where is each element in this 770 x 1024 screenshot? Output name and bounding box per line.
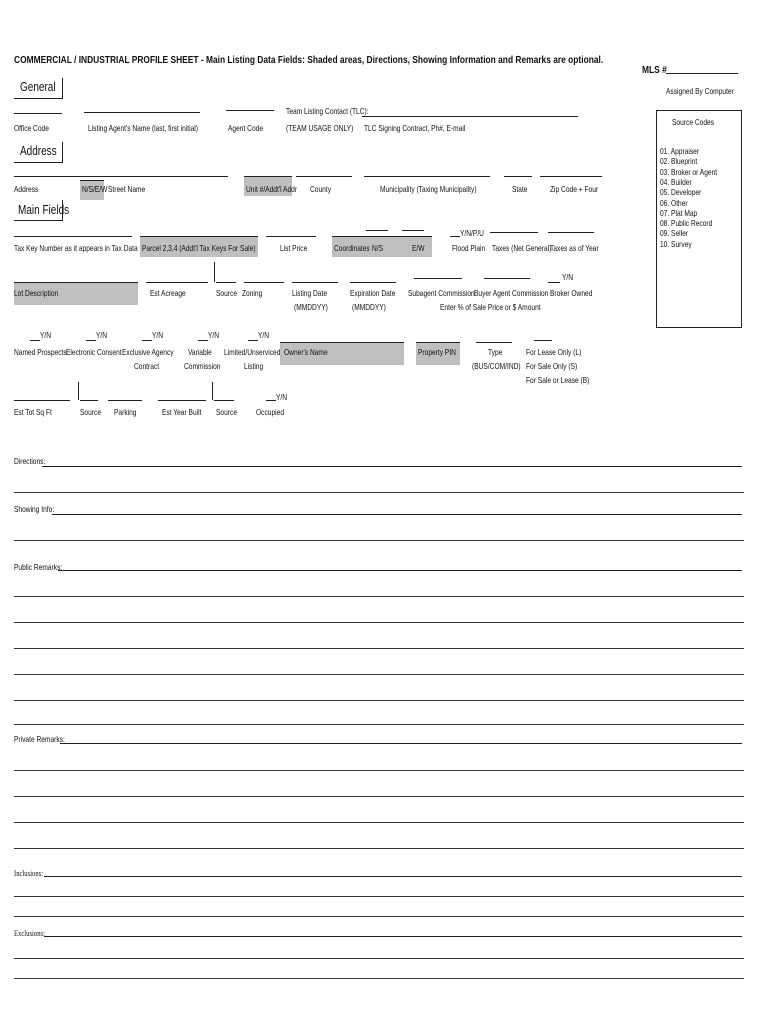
private-remarks-line-5[interactable] (14, 848, 744, 849)
exclusions-line-3[interactable] (14, 978, 744, 979)
expiration-date-field[interactable] (350, 282, 396, 283)
address-field[interactable] (14, 176, 228, 177)
limited-listing-label: Listing (244, 361, 264, 371)
year-source-label: Source (216, 407, 238, 417)
unit-label: Unit #/Addt'l Addr (246, 184, 298, 194)
assigned-by-note: Assigned By Computer (666, 86, 734, 96)
for-sale-label: For Sale Only (S) (526, 361, 578, 371)
acreage-source-label: Source (216, 288, 238, 298)
exclusions-line-2[interactable] (14, 958, 744, 959)
subagent-commission-field[interactable] (414, 278, 462, 279)
public-remarks-line-7[interactable] (14, 724, 744, 725)
broker-owned-field[interactable] (548, 282, 560, 283)
public-remarks-line-2[interactable] (14, 596, 744, 597)
expiration-date-label: Expiration Date (350, 288, 396, 298)
exclusions-label: Exclusions: (14, 928, 45, 938)
exclusive-agency-yn: Y/N (152, 330, 164, 340)
parcel-label: Parcel 2,3,4 (Addt'l Tax Keys For Sale) (142, 243, 256, 253)
tax-key-label: Tax Key Number as it appears in Tax Data (14, 243, 138, 253)
limited-label: Limited/Unserviced (224, 347, 281, 357)
form-title: COMMERCIAL / INDUSTRIAL PROFILE SHEET - Main Listing Data Fields: Shaded areas, Directions, Showing Information and Remarks are optional. (14, 54, 604, 66)
nsew-label: N/S/E/W (82, 184, 108, 194)
est-acreage-field[interactable] (146, 282, 208, 283)
parking-label: Parking (114, 407, 137, 417)
ew-field[interactable] (402, 230, 424, 231)
ns-label: N/S (372, 243, 384, 253)
taxes-label: Taxes (Net General) (492, 243, 552, 253)
list-price-label: List Price (280, 243, 308, 253)
municipality-label: Municipality (Taxing Municipality) (380, 184, 477, 194)
subagent-commission-label: Subagent Commission (408, 288, 475, 298)
showing-info-label: Showing Info: (14, 504, 55, 514)
exclusive-agency-contract: Contract (134, 361, 160, 371)
taxes-field[interactable] (490, 232, 538, 233)
showing-info-line-1[interactable] (52, 514, 742, 515)
source-divider (214, 262, 215, 282)
private-remarks-line-2[interactable] (14, 770, 744, 771)
tax-key-field[interactable] (14, 236, 132, 237)
directions-line-1[interactable] (42, 466, 742, 467)
broker-owned-label: Broker Owned (550, 288, 593, 298)
named-prospects-field[interactable] (30, 340, 40, 341)
source-code-item: 01. Appraiser (660, 146, 700, 156)
variable-label: Variable (188, 347, 212, 357)
exclusive-agency-field[interactable] (142, 340, 152, 341)
list-price-field[interactable] (266, 236, 316, 237)
source-code-item: 08. Public Record (660, 218, 713, 229)
est-year-built-label: Est Year Built (162, 407, 202, 417)
directions-line-2[interactable] (14, 492, 744, 493)
section-general: General (20, 80, 56, 94)
listing-date-format: (MMDDYY) (294, 302, 328, 312)
directions-label: Directions: (14, 456, 46, 466)
taxes-year-field[interactable] (548, 232, 594, 233)
ns-field[interactable] (366, 230, 388, 231)
limited-listing-field[interactable] (248, 340, 258, 341)
zoning-field[interactable] (244, 282, 284, 283)
zoning-label: Zoning (242, 288, 263, 298)
private-remarks-line-3[interactable] (14, 796, 744, 797)
agent-name-field[interactable] (84, 112, 200, 113)
public-remarks-label: Public Remarks: (14, 562, 63, 572)
variable-commission-yn: Y/N (208, 330, 220, 340)
listing-date-label: Listing Date (292, 288, 328, 298)
private-remarks-line-4[interactable] (14, 822, 744, 823)
occupied-yn: Y/N (276, 392, 288, 402)
private-remarks-line-1[interactable] (60, 743, 742, 744)
ew-label: E/W (412, 243, 425, 253)
private-remarks-label: Private Remarks: (14, 734, 65, 744)
listing-date-field[interactable] (292, 282, 338, 283)
county-field[interactable] (296, 176, 352, 177)
source-codes-title: Source Codes (672, 117, 715, 127)
buyer-agent-commission-field[interactable] (484, 278, 530, 279)
electronic-consent-field[interactable] (86, 340, 96, 341)
parking-field[interactable] (108, 400, 142, 401)
tlc-label: Team Listing Contact (TLC): (286, 106, 369, 116)
acreage-source-field[interactable] (216, 282, 236, 283)
sqft-source-label: Source (80, 407, 102, 417)
electronic-consent-label: Electronic Consent (66, 347, 122, 357)
type-format: (BUS/COM/IND) (472, 361, 521, 371)
flood-plain-label: Flood Plain (452, 243, 486, 253)
tlc-usage-label: (TEAM USAGE ONLY) (286, 123, 354, 133)
sqft-source-field[interactable] (80, 400, 98, 401)
source-code-item: 05. Developer (660, 187, 702, 198)
public-remarks-line-4[interactable] (14, 648, 744, 649)
year-source-field[interactable] (214, 400, 234, 401)
est-sqft-label: Est Tot Sq Ft (14, 407, 52, 417)
exclusions-line-1[interactable] (44, 936, 742, 937)
electronic-consent-yn: Y/N (96, 330, 108, 340)
source-code-item: 06. Other (660, 197, 688, 208)
variable-commission-field[interactable] (198, 340, 208, 341)
owners-name-label: Owner's Name (284, 347, 328, 357)
year-source-divider (212, 382, 213, 400)
office-code-field[interactable] (14, 113, 62, 114)
state-label: State (512, 184, 528, 194)
source-code-item: 09. Seller (660, 228, 689, 239)
type-field[interactable] (476, 342, 512, 343)
inclusions-line-3[interactable] (14, 916, 744, 917)
buyer-agent-commission-label: Buyer Agent Commission (474, 288, 549, 298)
variable-commission-label: Commission (184, 361, 221, 371)
inclusions-label: Inclusions: (14, 868, 44, 878)
agent-code-label: Agent Code (228, 123, 264, 133)
municipality-field[interactable] (364, 176, 490, 177)
zip-field[interactable] (540, 176, 602, 177)
public-remarks-line-1[interactable] (58, 570, 742, 571)
showing-info-line-2[interactable] (14, 540, 744, 541)
mls-label: MLS # (642, 64, 667, 76)
property-pin-label: Property PIN (418, 347, 456, 357)
flood-plain-field[interactable] (450, 236, 460, 237)
source-code-item: 07. Plat Map (660, 207, 698, 218)
est-year-built-field[interactable] (158, 400, 206, 401)
coordinates-label: Coordinates (334, 243, 370, 253)
broker-owned-yn: Y/N (562, 272, 574, 282)
public-remarks-line-6[interactable] (14, 700, 744, 701)
source-code-item: 04. Builder (660, 176, 692, 187)
occupied-field[interactable] (266, 400, 276, 401)
address-label: Address (14, 184, 39, 194)
commission-note: Enter % of Sale Price or $ Amount (440, 302, 541, 312)
source-code-item: 03. Broker or Agent (660, 166, 718, 177)
est-acreage-label: Est Acreage (150, 288, 186, 298)
zip-label: Zip Code + Four (550, 184, 599, 194)
inclusions-line-2[interactable] (14, 896, 744, 897)
named-prospects-yn: Y/N (40, 330, 52, 340)
office-code-label: Office Code (14, 123, 49, 133)
taxes-year-label: Taxes as of Year (550, 243, 599, 253)
public-remarks-line-5[interactable] (14, 674, 744, 675)
sale-lease-field[interactable] (534, 340, 552, 341)
street-name-label: Street Name (108, 184, 146, 194)
tlc-field[interactable] (362, 116, 578, 117)
occupied-label: Occupied (256, 407, 285, 417)
est-sqft-field[interactable] (14, 400, 70, 401)
source-code-item: 02. Blueprint (660, 156, 698, 167)
named-prospects-label: Named Prospects (14, 347, 67, 357)
sqft-source-divider (78, 382, 79, 400)
for-lease-label: For Lease Only (L) (526, 347, 582, 357)
limited-listing-yn: Y/N (258, 330, 270, 340)
mls-number-field[interactable] (666, 73, 738, 74)
agent-code-field[interactable] (226, 110, 274, 111)
exclusive-agency-label: Exclusive Agency (122, 347, 174, 357)
tlc-signing-label: TLC Signing Contract, Ph#, E-mail (364, 123, 466, 133)
agent-name-label: Listing Agent's Name (last, first initial) (88, 123, 198, 133)
source-code-item: 10. Survey (660, 238, 692, 249)
expiration-date-format: (MMDDYY) (352, 302, 386, 312)
ynpu-label: Y/N/P/U (460, 228, 484, 238)
state-field[interactable] (504, 176, 532, 177)
section-address: Address (20, 144, 57, 158)
lot-description-label: Lot Description (14, 288, 59, 298)
county-label: County (310, 184, 332, 194)
public-remarks-line-3[interactable] (14, 622, 744, 623)
section-main-fields: Main Fields (18, 203, 70, 217)
for-sale-lease-label: For Sale or Lease (B) (526, 375, 590, 385)
inclusions-line-1[interactable] (44, 876, 742, 877)
type-label: Type (488, 347, 503, 357)
